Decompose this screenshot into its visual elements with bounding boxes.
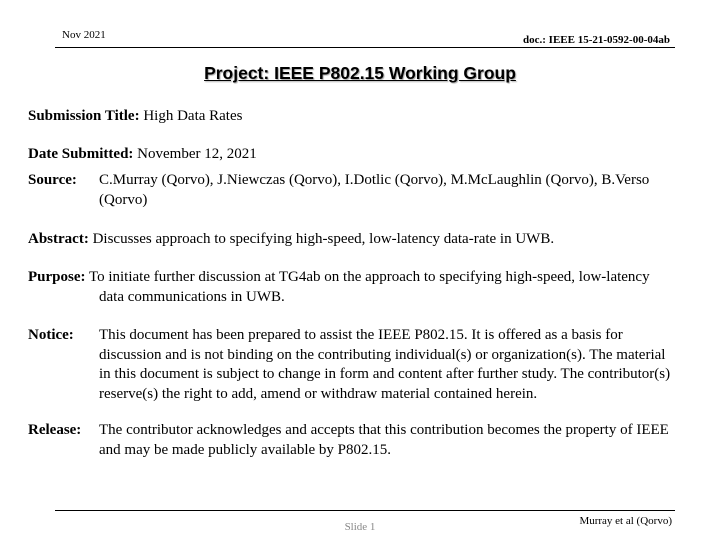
submission-title-line <box>28 107 242 127</box>
purpose-label: Purpose: <box>28 269 86 285</box>
release-value: The contributor acknowledges and accepts that this contribution becomes the property of IEEE and may be made publicly available by P802.15. <box>99 422 669 458</box>
source-label: Source: <box>28 172 77 188</box>
notice-label: Notice: <box>28 327 74 343</box>
abstract-label: Abstract: <box>28 231 89 247</box>
date-submitted-label: Date Submitted: <box>28 146 134 162</box>
release-label: Release: <box>28 422 82 438</box>
date-submitted-line <box>28 145 257 165</box>
footer-author: Murray et al (Qorvo) <box>579 515 672 527</box>
abstract-line <box>28 230 554 250</box>
release-block <box>28 421 680 460</box>
abstract-value: Discusses approach to specifying high-speed, low-latency data-rate in UWB. <box>92 231 555 247</box>
page-title: Project: IEEE P802.15 Working Group <box>204 63 516 83</box>
source-value: C.Murray (Qorvo), J.Niewczas (Qorvo), I.Dotlic (Qorvo), M.McLaughlin (Qorvo), B.Verso (Qorvo) <box>99 172 650 208</box>
date-submitted-value: November 12, 2021 <box>137 146 257 162</box>
slide-number: Slide 1 <box>344 521 376 533</box>
footer-divider <box>55 510 675 511</box>
submission-title-label: Submission Title: <box>28 108 140 124</box>
notice-block <box>28 326 680 404</box>
header-doc-id: doc.: IEEE 15-21-0592-00-04ab <box>523 34 670 46</box>
source-block <box>28 171 668 210</box>
notice-value: This document has been prepared to assist the IEEE P802.15. It is offered as a basis for discussion and is not binding on the contributing individual(s) or organization(s). The material in this document is subject to change in form and content after further study. The contributor(s) reserve(s) the right to add, amend or withdraw material contained herein. <box>99 327 671 402</box>
header-divider <box>55 47 675 48</box>
header-date: Nov 2021 <box>62 29 106 41</box>
purpose-block <box>28 268 678 307</box>
submission-title-value: High Data Rates <box>143 108 243 124</box>
purpose-value: To initiate further discussion at TG4ab on the approach to specifying high-speed, low-latency data communications in UWB. <box>88 269 650 305</box>
